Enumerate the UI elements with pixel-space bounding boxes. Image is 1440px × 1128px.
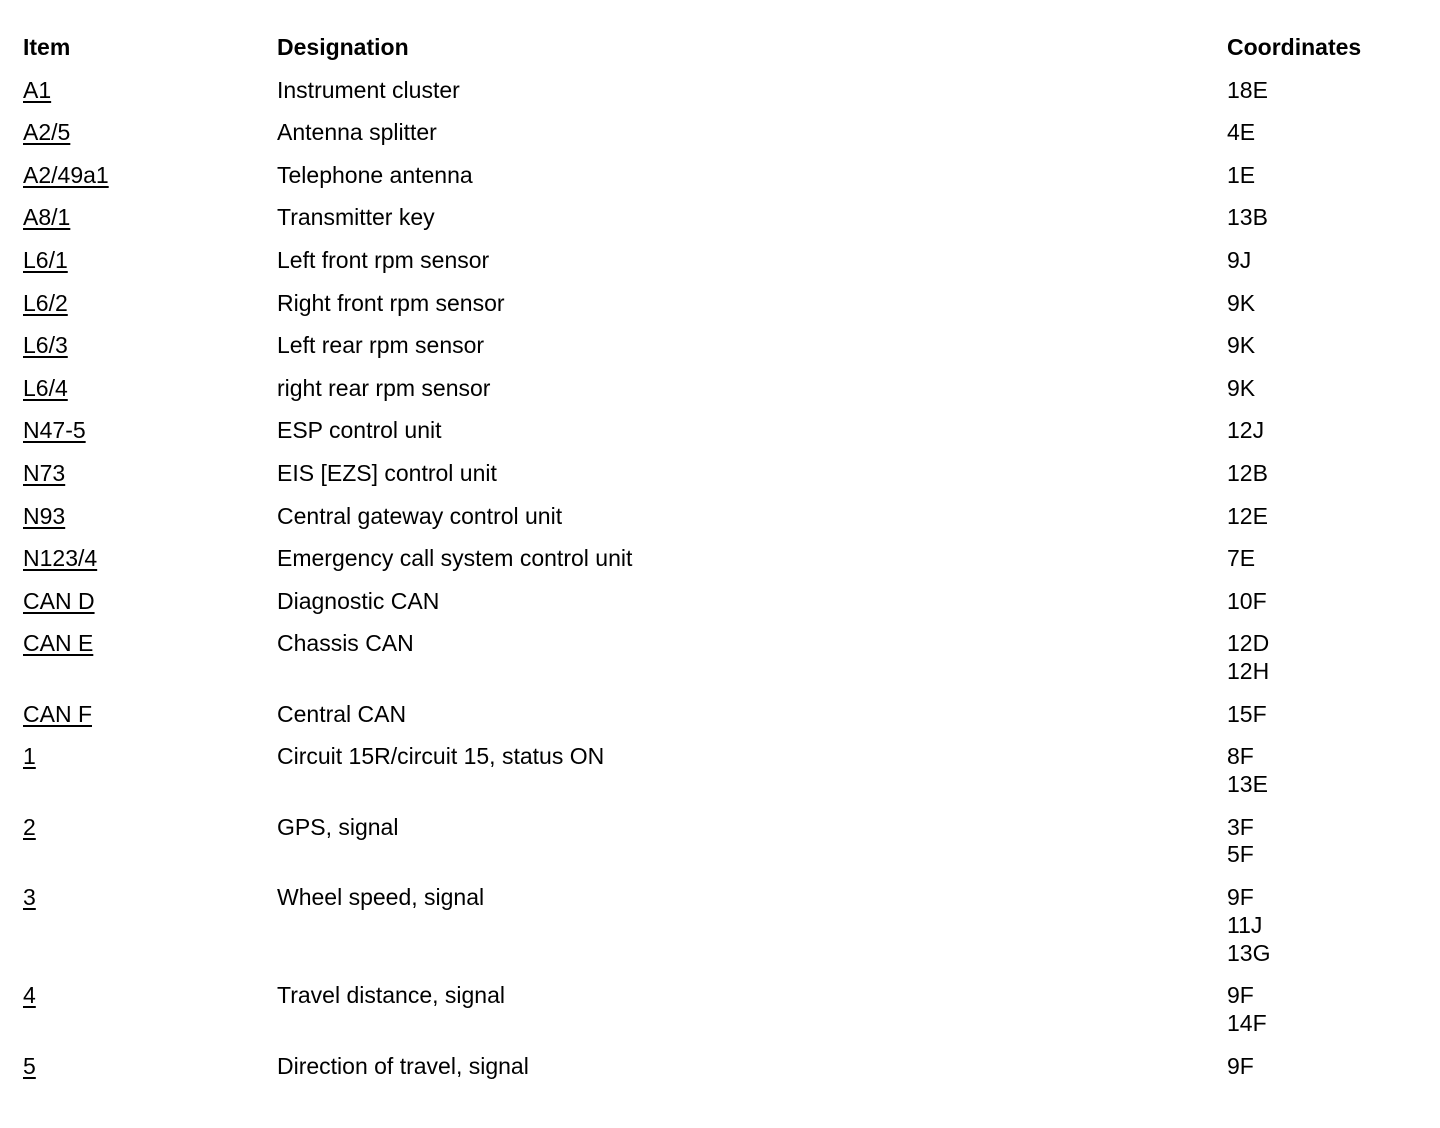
designation-column-header: Designation bbox=[277, 34, 409, 60]
coordinate-value: 12B bbox=[1227, 459, 1268, 486]
coordinate-value: 13G bbox=[1227, 939, 1271, 966]
coordinates-cell bbox=[1227, 701, 1423, 744]
designation-cell: Left rear rpm sensor bbox=[277, 332, 485, 359]
item-link[interactable]: A8/1 bbox=[23, 204, 71, 231]
designation-cell: Travel distance, signal bbox=[277, 982, 505, 1009]
item-column-header: Item bbox=[23, 34, 71, 60]
coordinates-cell bbox=[1227, 77, 1423, 120]
item-link[interactable]: A2/5 bbox=[23, 119, 71, 146]
designation-cell: GPS, signal bbox=[277, 813, 399, 840]
table-row bbox=[23, 630, 1423, 700]
coordinate-value: 5F bbox=[1227, 841, 1254, 868]
item-cell bbox=[23, 332, 277, 375]
table-row bbox=[23, 460, 1423, 503]
designation-cell: Left front rpm sensor bbox=[277, 246, 490, 273]
table-row bbox=[23, 247, 1423, 290]
table-row bbox=[23, 884, 1423, 982]
item-cell bbox=[23, 701, 277, 744]
item-link[interactable]: N47-5 bbox=[23, 417, 86, 444]
coordinate-value: 10F bbox=[1227, 587, 1267, 614]
coordinate-value: 18E bbox=[1227, 76, 1268, 103]
item-cell bbox=[23, 162, 277, 205]
item-cell bbox=[23, 417, 277, 460]
table-row bbox=[23, 332, 1423, 375]
coordinates-cell bbox=[1227, 204, 1423, 247]
item-cell bbox=[23, 982, 277, 1052]
item-cell bbox=[23, 77, 277, 120]
item-link[interactable]: 4 bbox=[23, 982, 36, 1009]
coordinate-value: 11J bbox=[1227, 911, 1263, 938]
coordinate-value: 12D bbox=[1227, 630, 1270, 657]
legend-table-header bbox=[23, 34, 1423, 77]
coordinate-value: 9K bbox=[1227, 332, 1256, 359]
item-cell bbox=[23, 204, 277, 247]
table-row bbox=[23, 545, 1423, 588]
coordinate-value: 9K bbox=[1227, 374, 1256, 401]
item-cell bbox=[23, 290, 277, 333]
item-link[interactable]: N93 bbox=[23, 502, 66, 529]
coordinate-value: 14F bbox=[1227, 1010, 1267, 1037]
item-link[interactable]: L6/3 bbox=[23, 332, 68, 359]
designation-cell: Wheel speed, signal bbox=[277, 884, 485, 911]
table-row bbox=[23, 701, 1423, 744]
header-row bbox=[23, 34, 1423, 77]
coordinate-value: 8F bbox=[1227, 743, 1254, 770]
designation-cell: Chassis CAN bbox=[277, 630, 414, 657]
coordinates-cell bbox=[1227, 630, 1423, 700]
coordinates-cell bbox=[1227, 1053, 1423, 1096]
coordinates-cell bbox=[1227, 982, 1423, 1052]
coordinates-cell bbox=[1227, 417, 1423, 460]
item-link[interactable]: CAN E bbox=[23, 630, 94, 657]
designation-cell: Antenna splitter bbox=[277, 119, 437, 146]
table-row bbox=[23, 162, 1423, 205]
coordinates-cell bbox=[1227, 375, 1423, 418]
table-row bbox=[23, 588, 1423, 631]
coordinates-cell bbox=[1227, 119, 1423, 162]
coordinate-value: 12J bbox=[1227, 417, 1265, 444]
table-row bbox=[23, 417, 1423, 460]
coordinate-value: 12E bbox=[1227, 502, 1268, 529]
designation-cell: Central CAN bbox=[277, 700, 407, 727]
designation-cell: ESP control unit bbox=[277, 417, 442, 444]
coordinates-cell bbox=[1227, 503, 1423, 546]
item-cell bbox=[23, 503, 277, 546]
item-cell bbox=[23, 814, 277, 884]
coordinates-cell bbox=[1227, 588, 1423, 631]
item-cell bbox=[23, 1053, 277, 1096]
table-row bbox=[23, 375, 1423, 418]
designation-cell: Diagnostic CAN bbox=[277, 587, 440, 614]
legend-table bbox=[23, 34, 1423, 1095]
designation-cell: Circuit 15R/circuit 15, status ON bbox=[277, 743, 605, 770]
item-cell bbox=[23, 247, 277, 290]
table-row bbox=[23, 290, 1423, 333]
coordinates-cell bbox=[1227, 290, 1423, 333]
coordinates-cell bbox=[1227, 814, 1423, 884]
item-link[interactable]: 2 bbox=[23, 813, 36, 840]
item-link[interactable]: N123/4 bbox=[23, 545, 98, 572]
coordinate-value: 13B bbox=[1227, 204, 1268, 231]
designation-cell: Telephone antenna bbox=[277, 161, 473, 188]
table-row bbox=[23, 982, 1423, 1052]
item-link[interactable]: L6/2 bbox=[23, 289, 68, 316]
designation-cell: Central gateway control unit bbox=[277, 502, 563, 529]
item-link[interactable]: 1 bbox=[23, 743, 36, 770]
designation-cell: Instrument cluster bbox=[277, 76, 460, 103]
item-link[interactable]: 3 bbox=[23, 884, 36, 911]
item-link[interactable]: A1 bbox=[23, 76, 52, 103]
item-link[interactable]: 5 bbox=[23, 1052, 36, 1079]
coordinates-cell bbox=[1227, 545, 1423, 588]
coordinate-value: 3F bbox=[1227, 813, 1254, 840]
table-row bbox=[23, 503, 1423, 546]
table-row bbox=[23, 1053, 1423, 1096]
item-cell bbox=[23, 545, 277, 588]
coordinate-value: 9F bbox=[1227, 1052, 1254, 1079]
coordinates-cell bbox=[1227, 332, 1423, 375]
item-cell bbox=[23, 884, 277, 982]
coordinate-value: 4E bbox=[1227, 119, 1256, 146]
item-link[interactable]: CAN F bbox=[23, 700, 92, 727]
table-row bbox=[23, 204, 1423, 247]
item-link[interactable]: A2/49a1 bbox=[23, 161, 109, 188]
designation-cell: Emergency call system control unit bbox=[277, 545, 633, 572]
coordinate-value: 15F bbox=[1227, 700, 1267, 727]
coordinates-cell bbox=[1227, 743, 1423, 813]
coordinate-value: 1E bbox=[1227, 161, 1256, 188]
item-cell bbox=[23, 375, 277, 418]
item-link[interactable]: L6/1 bbox=[23, 246, 68, 273]
table-row bbox=[23, 119, 1423, 162]
designation-cell: Right front rpm sensor bbox=[277, 289, 505, 316]
table-row bbox=[23, 743, 1423, 813]
item-cell bbox=[23, 743, 277, 813]
designation-cell: Direction of travel, signal bbox=[277, 1052, 529, 1079]
coordinate-value: 9F bbox=[1227, 982, 1254, 1009]
designation-cell: EIS [EZS] control unit bbox=[277, 459, 497, 486]
coordinates-column-header: Coordinates bbox=[1227, 34, 1362, 60]
item-cell bbox=[23, 588, 277, 631]
coordinates-cell bbox=[1227, 247, 1423, 290]
item-cell bbox=[23, 460, 277, 503]
designation-cell: Transmitter key bbox=[277, 204, 435, 231]
item-link[interactable]: L6/4 bbox=[23, 374, 68, 401]
coordinate-value: 13E bbox=[1227, 771, 1268, 798]
table-row bbox=[23, 814, 1423, 884]
designation-cell: right rear rpm sensor bbox=[277, 374, 491, 401]
coordinate-value: 12H bbox=[1227, 658, 1270, 685]
coordinate-value: 9K bbox=[1227, 289, 1256, 316]
coordinates-cell bbox=[1227, 884, 1423, 982]
item-cell bbox=[23, 630, 277, 700]
coordinates-cell bbox=[1227, 162, 1423, 205]
item-link[interactable]: N73 bbox=[23, 459, 66, 486]
coordinate-value: 7E bbox=[1227, 545, 1256, 572]
item-cell bbox=[23, 119, 277, 162]
coordinate-value: 9F bbox=[1227, 884, 1254, 911]
coordinates-cell bbox=[1227, 460, 1423, 503]
table-row bbox=[23, 77, 1423, 120]
legend-table-body bbox=[23, 77, 1423, 1096]
coordinate-value: 9J bbox=[1227, 246, 1252, 273]
item-link[interactable]: CAN D bbox=[23, 587, 95, 614]
